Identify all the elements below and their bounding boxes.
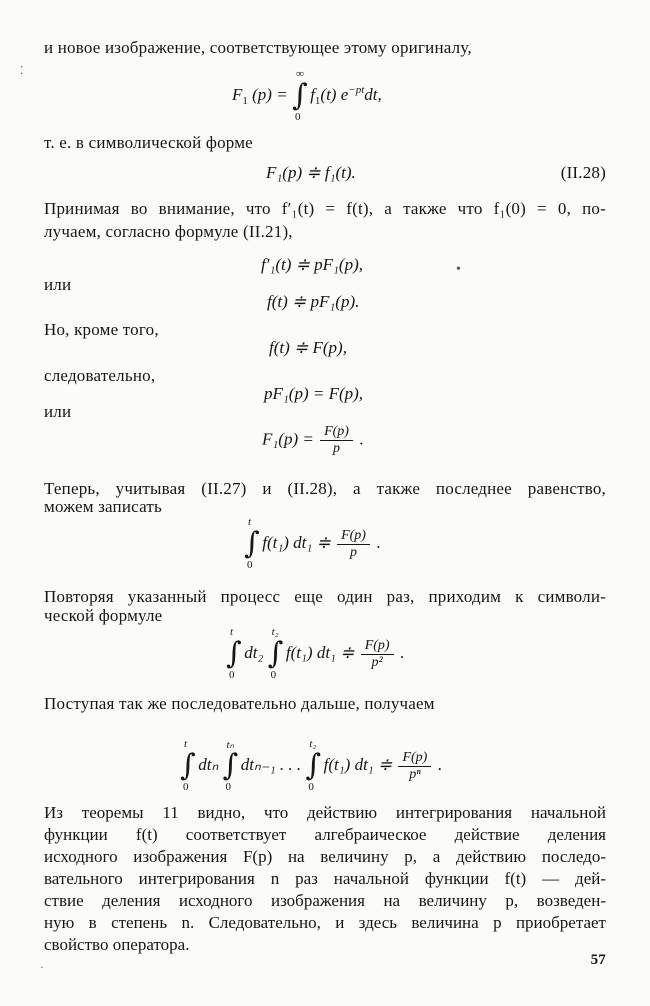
- eq9-end: .: [399, 642, 405, 662]
- fraction-numerator: F(p): [320, 424, 353, 441]
- text-line-6: следовательно,: [44, 366, 156, 385]
- page-number: 57: [590, 952, 606, 968]
- integral-upper-limit: t: [248, 516, 252, 528]
- integral-sign: ∫ t 0: [180, 738, 196, 793]
- integral-upper-limit: t: [184, 738, 188, 750]
- text-line-4: или: [44, 275, 72, 294]
- speck-mark: ·: [40, 960, 44, 974]
- integral-lower-limit: 0: [270, 669, 277, 681]
- eq1-body: f: [310, 84, 315, 104]
- formula-f-F: f(t) ≑ F(p),: [269, 338, 347, 357]
- integral-upper-limit: ∞: [295, 68, 304, 80]
- eq1-dt: dt,: [364, 84, 382, 104]
- paragraph-line: ную в степень n. Следовательно, и здесь величина p приобретает: [44, 913, 606, 932]
- eq8-end: .: [376, 532, 381, 552]
- eq10-end: .: [437, 754, 442, 774]
- integral-upper-limit: t₂: [271, 626, 279, 638]
- fraction-numerator: F(p): [361, 638, 394, 655]
- formula-f1-fraction: [262, 424, 363, 457]
- text-line-3b: лучаем, согласно формуле (II.21),: [44, 222, 293, 241]
- paragraph-line: функции f(t) соответствует алгебраическое действие деления: [44, 825, 606, 844]
- formula-derivative: f′₁(t) ≑ pF₁(p),: [261, 255, 364, 274]
- eq1-body-sub: 1: [314, 94, 321, 107]
- fraction: [320, 424, 353, 457]
- integral-lower-limit: 0: [229, 669, 235, 681]
- fraction-numerator: F(p): [398, 750, 431, 767]
- eq7-end: .: [359, 429, 364, 449]
- eq8-body: f(t₁) dt₁ ≑: [262, 532, 331, 552]
- integral-sign: ∫ t 0: [226, 626, 242, 681]
- text-line-2: т. е. в символической форме: [44, 133, 253, 152]
- speck-mark: •: [456, 262, 461, 277]
- fraction-denominator: p: [350, 544, 357, 560]
- text-line-1: и новое изображение, соответствующее этому оригиналу,: [44, 38, 472, 57]
- paragraph-line: свойство оператора.: [44, 935, 190, 954]
- eq10-dtn: dtₙ: [198, 754, 219, 774]
- integral-lower-limit: 0: [294, 111, 301, 123]
- integral-upper-limit: tₙ: [226, 739, 234, 751]
- text-line-8a: Теперь, учитывая (II.27) и (II.28), а также последнее равенство,: [44, 479, 606, 498]
- margin-mark: ⁚: [20, 65, 24, 77]
- fraction: [337, 528, 370, 561]
- fraction-denominator: p²: [371, 654, 383, 670]
- final-paragraph: [44, 802, 606, 956]
- integral-sign: ∫ t 0: [244, 516, 260, 571]
- paragraph-line: вательного интегрирования n раз начальной функции f(t) — дей-: [44, 869, 606, 888]
- integral-lower-limit: 0: [225, 781, 231, 793]
- paragraph-line: Из теоремы 11 видно, что действию интегрирования начальной: [44, 803, 606, 822]
- text-line-5: Но, кроме того,: [44, 320, 159, 339]
- integral-sign: ∫ t₂ 0: [267, 626, 284, 681]
- integral-upper-limit: t: [230, 626, 234, 638]
- eq1-body-rest: (t) e: [320, 84, 349, 104]
- eq9-body: f(t₁) dt₁ ≑: [285, 642, 355, 662]
- eq1-lhs: F: [232, 84, 243, 104]
- integral-lower-limit: 0: [308, 781, 314, 793]
- integral-sign: ∫ t₂ 0: [305, 738, 322, 793]
- eq1-exponent: −pt: [348, 83, 365, 96]
- eq10-dtn-1: dtₙ₋₁ . . .: [240, 754, 302, 774]
- formula-f-pf1: f(t) ≑ pF₁(p).: [267, 292, 360, 311]
- formula-double-integral: [226, 626, 405, 681]
- integral-lower-limit: 0: [183, 781, 189, 793]
- integral-lower-limit: 0: [247, 559, 253, 571]
- text-line-9b: ческой формуле: [44, 606, 163, 625]
- text-line-7: или: [44, 402, 72, 421]
- formula-laplace-image: [232, 68, 382, 123]
- equation-number: (II.28): [560, 163, 606, 182]
- formula-pf1-eq-F: pF₁(p) = F(p),: [264, 384, 364, 403]
- paragraph-line: ствие деления исходного изображения на величину p, возведен-: [44, 891, 606, 910]
- fraction-denominator: pⁿ: [409, 766, 421, 782]
- integral-sign: ∫ ∞ 0: [291, 68, 308, 123]
- text-line-3a: Принимая во внимание, что f′₁(t) = f(t), а также что f₁(0) = 0, по-: [44, 199, 606, 218]
- integral-sign: ∫ tₙ 0: [222, 739, 239, 793]
- eq1-lhs-sub: 1: [242, 94, 248, 107]
- formula-n-fold-integral: [180, 738, 442, 793]
- eq7-lhs: F₁(p) =: [262, 429, 314, 449]
- fraction-numerator: F(p): [337, 528, 370, 545]
- formula-single-integral: [244, 516, 381, 571]
- eq1-arg: (p) =: [252, 84, 288, 104]
- fraction: [361, 638, 394, 671]
- integral-upper-limit: t₂: [309, 738, 317, 750]
- text-line-10: Поступая так же последовательно дальше, получаем: [44, 694, 435, 713]
- formula-ii-28: F₁(p) ≑ f₁(t).: [266, 163, 356, 182]
- fraction: [398, 750, 431, 783]
- text-line-9a: Повторяя указанный процесс еще один раз, приходим к символи-: [44, 587, 606, 606]
- eq9-dt2: dt₂: [244, 642, 264, 662]
- eq10-body: f(t₁) dt₁ ≑: [323, 754, 393, 774]
- fraction-denominator: p: [333, 441, 341, 456]
- paragraph-line: исходного изображения F(p) на величину p, а действию последо-: [44, 847, 606, 866]
- text-line-8b: можем записать: [44, 497, 162, 516]
